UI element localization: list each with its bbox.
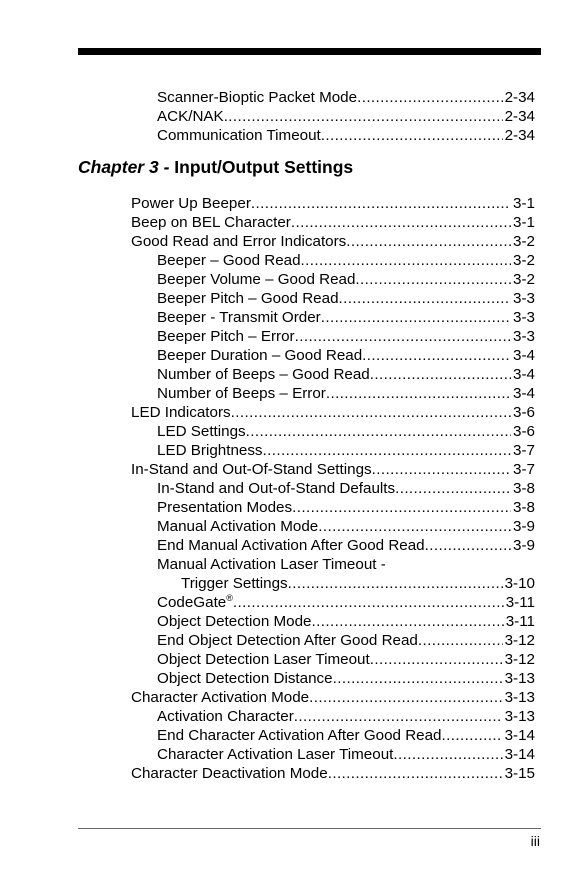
toc-entry[interactable] (157, 308, 535, 327)
toc-entry[interactable] (157, 612, 535, 631)
toc-entry[interactable] (157, 536, 535, 555)
toc-entry[interactable] (131, 688, 535, 707)
toc-entry-page: 3-7 (513, 442, 535, 459)
toc-leader (395, 479, 511, 498)
toc-entry-page: 3-7 (513, 461, 535, 478)
toc-leader (339, 289, 512, 308)
toc-entry-label: Beeper – Good Read (157, 252, 301, 269)
toc-entry-page: 3-3 (513, 328, 535, 345)
toc-entry[interactable] (157, 498, 535, 517)
toc-leader (370, 650, 503, 669)
toc-entry[interactable] (157, 126, 535, 145)
toc-entry-page: 2-34 (504, 127, 535, 144)
toc-entry-label: In-Stand and Out-Of-Stand Settings (131, 461, 372, 478)
toc-entry-label: End Manual Activation After Good Read (157, 537, 425, 554)
toc-entry-label: Number of Beeps – Error (157, 385, 326, 402)
toc-entry-page: 3-6 (513, 404, 535, 421)
toc-entry[interactable] (131, 194, 535, 213)
toc-entry-label (157, 593, 233, 612)
toc-leader (263, 441, 512, 460)
toc-entry-page: 3-4 (513, 347, 535, 364)
toc-entry-page: 3-9 (513, 537, 535, 554)
toc-entry-page: 3-4 (513, 366, 535, 383)
toc-entry-label: Beeper Pitch – Good Read (157, 290, 339, 307)
toc-entry-label: In-Stand and Out-of-Stand Defaults (157, 480, 396, 497)
toc-entry-label: Communication Timeout (157, 127, 321, 144)
toc-entry-label: Object Detection Laser Timeout (157, 651, 370, 668)
toc-leader (231, 403, 511, 422)
toc-entry[interactable] (157, 650, 535, 669)
toc-leader (328, 764, 503, 783)
toc-leader (346, 232, 511, 251)
toc-leader (246, 422, 511, 441)
toc-entry-page: 3-4 (513, 385, 535, 402)
toc-leader (362, 346, 511, 365)
toc-entry[interactable] (131, 232, 535, 251)
toc-leader (321, 126, 503, 145)
toc-leader (418, 631, 503, 650)
toc-entry[interactable] (157, 745, 535, 764)
toc-entry-page: 3-3 (513, 290, 535, 307)
toc-entry[interactable] (131, 460, 535, 479)
toc-entry[interactable] (157, 479, 535, 498)
toc-leader (333, 669, 503, 688)
toc-leader (357, 88, 503, 107)
toc-leader (288, 574, 503, 593)
toc-leader (291, 213, 511, 232)
toc-entry-label: Beeper Pitch – Error (157, 328, 295, 345)
toc-entry[interactable] (157, 422, 535, 441)
toc-entry[interactable] (157, 289, 535, 308)
toc-entry-page: 3-10 (504, 575, 535, 592)
toc-leader (393, 745, 502, 764)
toc-entry[interactable] (157, 441, 535, 460)
toc-entry[interactable] (157, 593, 535, 612)
toc-entry-label: Beeper - Transmit Order (157, 309, 321, 326)
toc-leader (294, 707, 503, 726)
toc-entry-page: 3-15 (504, 765, 535, 782)
toc-entry-label: LED Indicators (131, 404, 231, 421)
toc-entry[interactable] (157, 107, 535, 126)
toc-entry-label: Object Detection Distance (157, 670, 333, 687)
toc-entry[interactable] (157, 631, 535, 650)
toc-entry-page: 3-6 (513, 423, 535, 440)
toc-entry-page: 3-13 (504, 689, 535, 706)
toc-leader (442, 726, 503, 745)
toc-entry-label: Manual Activation Laser Timeout - (157, 556, 386, 573)
toc-entry[interactable] (181, 574, 535, 593)
toc-leader (425, 536, 511, 555)
toc-entry[interactable] (157, 251, 535, 270)
page-number: iii (530, 833, 540, 849)
toc-entry-page: 3-12 (504, 651, 535, 668)
toc-entry-label: Beeper Duration – Good Read (157, 347, 363, 364)
toc-entry-page: 3-13 (504, 670, 535, 687)
toc-leader (295, 327, 511, 346)
toc-leader (318, 517, 511, 536)
codegate-label: CodeGate (157, 594, 227, 611)
toc-entry-page: 3-1 (513, 214, 535, 231)
toc-entry-label: End Object Detection After Good Read (157, 632, 418, 649)
toc-entry-page: 3-14 (504, 727, 535, 744)
toc-leader (224, 107, 503, 126)
toc-entry-label: Beeper Volume – Good Read (157, 271, 356, 288)
footer-rule (78, 828, 541, 829)
toc-leader (326, 384, 511, 403)
toc-leader (370, 365, 511, 384)
toc-leader (233, 593, 504, 612)
toc-entry-page: 3-2 (513, 252, 535, 269)
toc-entry-label: Activation Character (157, 708, 294, 725)
toc-entry-page: 3-11 (505, 613, 535, 630)
toc-leader (312, 612, 504, 631)
toc-entry-page: 2-34 (504, 89, 535, 106)
toc-leader (355, 270, 511, 289)
toc-entry[interactable] (131, 403, 535, 422)
toc-leader (321, 308, 511, 327)
toc-entry-label: Power Up Beeper (131, 195, 251, 212)
toc-entry[interactable] (131, 213, 535, 232)
toc-entry[interactable] (157, 327, 535, 346)
toc-entry-label: Beep on BEL Character (131, 214, 291, 231)
toc-entry-label: End Character Activation After Good Read (157, 727, 442, 744)
toc-leader (301, 251, 512, 270)
toc-entry-label: Number of Beeps – Good Read (157, 366, 370, 383)
toc-entry-label: LED Brightness (157, 442, 263, 459)
toc-entry-page: 3-1 (513, 195, 535, 212)
toc-entry-continued[interactable] (157, 555, 535, 574)
toc-entry-page: 3-8 (513, 480, 535, 497)
toc-entry-label: Scanner-Bioptic Packet Mode (157, 89, 358, 106)
toc-entry-label: Good Read and Error Indicators (131, 233, 347, 250)
header-rule (78, 48, 541, 55)
toc-entry-label: Object Detection Mode (157, 613, 312, 630)
toc-entry[interactable] (157, 726, 535, 745)
toc-entry[interactable] (157, 669, 535, 688)
chapter-prefix: Chapter 3 - (78, 157, 175, 177)
toc-entry-page: 3-12 (504, 632, 535, 649)
toc-entry[interactable] (157, 517, 535, 536)
toc-entry-label: Character Activation Mode (131, 689, 310, 706)
toc-leader (372, 460, 511, 479)
toc-entry-page: 3-14 (504, 746, 535, 763)
toc-leader (309, 688, 502, 707)
toc-entry-page: 2-34 (504, 108, 535, 125)
toc-entry-page: 3-2 (513, 271, 535, 288)
toc-entry-page: 3-3 (513, 309, 535, 326)
toc-entry[interactable] (131, 764, 535, 783)
chapter-title: Input/Output Settings (174, 157, 354, 177)
toc-entry-label: Character Deactivation Mode (131, 765, 328, 782)
toc-entry[interactable] (157, 365, 535, 384)
toc-entry-label: Manual Activation Mode (157, 518, 319, 535)
toc-entry-label: LED Settings (157, 423, 246, 440)
toc-entry-label: Trigger Settings (181, 575, 288, 592)
toc-entry[interactable] (157, 707, 535, 726)
toc-entry-page: 3-11 (505, 594, 535, 611)
toc-entry[interactable] (157, 270, 535, 289)
toc-entry[interactable] (157, 88, 535, 107)
toc-entry[interactable] (157, 384, 535, 403)
toc-entry-page: 3-9 (513, 518, 535, 535)
toc-entry-page: 3-2 (513, 233, 535, 250)
toc-entry-page: 3-8 (513, 499, 535, 516)
registered-mark: ® (226, 593, 233, 603)
chapter-heading (78, 157, 353, 178)
toc-entry[interactable] (157, 346, 535, 365)
toc-entry-label: Character Activation Laser Timeout (157, 746, 394, 763)
toc-entry-label: ACK/NAK (157, 108, 224, 125)
toc-entry-label: Presentation Modes (157, 499, 293, 516)
toc-leader (292, 498, 511, 517)
toc-entry-page: 3-13 (504, 708, 535, 725)
toc-leader (251, 194, 511, 213)
